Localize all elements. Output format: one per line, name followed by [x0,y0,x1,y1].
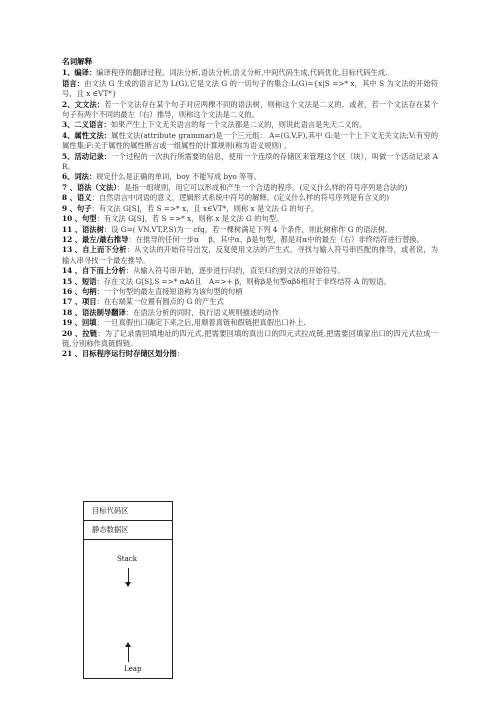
definition-term: 10 、句型 [62,214,97,224]
diagram-row-static [84,521,172,540]
definition-entry [62,120,438,130]
definition-entry [62,214,438,224]
definition-text: ：设 G=( VN,VT,P,S)为一 cfg，若一棵树满足下列 4 个条件，则此树称作 G 的语法树。 [103,224,393,234]
definition-text: ：为了记录需回填地址的四元式,把需要回填的真出口的四元式拉成链,把需要回填家出口的四元式拉成一链,分别称作真链假链。 [62,328,438,348]
definition-text: ：有文法 G[S]，若 S =>* x，且 x∈VT*，则称 x 是文法 G 的句子。 [91,203,319,213]
definition-entry [62,318,438,328]
definition-term: 12 、最左/最右推导 [62,234,129,244]
definition-text: 编译程序的翻译过程。词法分析,语法分析,语义分析,中间代码生成,代码优化,目标代码生成. [96,68,388,78]
definition-text: ：一个句型的最左直接短语称为该句型的句柄 [96,286,243,296]
definition-text: 由文法 G 生成的语言记为 L(G),它是文法 G 的一切句子的集合:L(G)={x|S =>* x，其中 S 为文法的开始符号，且 x ∈VT*} [62,78,438,99]
diagram-row-label: 静态数据区 [92,525,129,534]
heap-label: Leap [124,665,142,673]
definition-text: ： [176,349,185,359]
definition-term: 16 、句柄 [62,286,97,296]
diagram-row-label: 目标代码区 [92,506,129,515]
definition-text: ：是指一组规则，用它可以形成和产生一个合适的程序。(定义什么样的符号序列是合法的) [117,182,408,192]
definition-term: 15 、短语 [62,276,97,286]
stack-arrow-head [125,582,131,587]
definition-term: 1、编译： [62,68,97,78]
definition-text: ：在推导的任何一步α β，其中α、β是句型，都是对α中的最左（右）非终结符进行替换。 [128,234,424,244]
definition-term: 21 、目标程序运行时存储区划分图 [62,349,177,359]
definition-entry [62,204,438,214]
definition-entry [62,183,438,193]
definition-entry [62,245,438,266]
definition-term: 3、二义语言： [62,120,111,130]
definition-text: ：在右端某一位置有圆点的 G 的产生式 [96,297,224,307]
definition-text: ：自然语言中词语的意义，逻辑形式系统中符号的解释。(定义什么样的符号序列是有含义的) [91,193,390,203]
definition-entry [62,329,438,350]
definition-entry [62,287,438,297]
memory-layout-diagram [83,501,173,679]
page-content [62,57,438,360]
definition-entry [62,172,438,182]
definition-term: 4、属性文法： [62,130,112,140]
definition-text: ：有文法 G[S]，若 S =>* x，则称 x 是文法 G 的句型。 [96,214,284,224]
definition-term: 18 、语法制导翻译 [62,307,126,317]
definition-entry [62,79,438,100]
definition-text: 若一个文法存在某个句子对应两棵不同的语法树，则称这个文法是二义的。或者，若一个文法存在某个句子有两个不同的最左（右）推导，则称这个文法是二义的。 [62,99,439,120]
page-title: 名词解释 [62,57,93,66]
definition-entry [62,235,438,245]
definition-text: ：在语法分析的同时，执行语义规则描述的动作 [125,307,280,317]
definition-text: ：从文法的开始符号出发，反复使用文法的产生式，寻找与输入符号串匹配的推导，或者说，为输入串寻找一个最左推导。 [62,245,438,265]
definition-term: 20 、拉链 [62,328,98,338]
definition-text: 如果产生上下文无关语言的每一个文法都是二义的，则说此语言是先天二义的。 [110,120,367,130]
definition-term: 11 、语法树 [62,224,104,234]
definition-entry [62,349,438,359]
definition-term: 9 、句子 [62,203,92,213]
definition-term: 6、词法： [62,172,97,182]
definition-entry [62,68,438,78]
definition-term: 语言： [62,78,85,88]
definition-term: 17 、项目 [62,297,97,307]
definition-term: 2、文文法： [62,99,105,109]
definition-term: 8 、语义 [62,193,92,203]
stack-label: Stack [117,555,137,563]
definition-entry [62,193,438,203]
definition-entry [62,152,438,173]
definition-entry [62,100,438,121]
definition-text: ：一旦真假出口确定下来之后,用顺着真链和假链把真假出口补上. [96,318,306,328]
definition-term: 5、活动记录： [62,151,112,161]
definition-text: ：从输入符号串开始，逐步进行归约，直至归约到文法的开始符号。 [125,266,345,276]
definition-term: 14 、自下而上分析 [62,266,126,276]
definition-term: 13 、自上而下分析 [62,245,127,255]
definition-entry [62,297,438,307]
definition-entry [62,277,438,287]
definition-text: 一个过程的一次执行所需要的信息，使用一个连续的存储区来管理这个区（块），叫做一个活动记录 AR。 [62,151,439,172]
definition-entry [62,266,438,276]
definition-list [62,68,438,359]
heap-arrow [128,647,129,662]
definition-term: 7 、语法（文法） [62,182,118,192]
definition-entry [62,131,438,152]
definition-term: 19 、回填 [62,318,97,328]
definition-entry [62,308,438,318]
diagram-row-code [84,502,172,521]
definition-text: ：存在文法 G[S],S =>* αAδ且 A=>+ β，则称β是句型αβδ相对于非终结符 A 的短语。 [96,276,391,286]
definition-text: 规定什么是正确的单词，boy 不能写成 byo 等等。 [96,172,261,182]
definition-text: 属性文法(attribute grammar)是一个三元组： A=(G,V,F),其中 G:是一个上下文无关文法;V:有穷的属性集;F:关于属性的属性断言或一组属性的计算规则(称为语义规则) 。 [62,130,438,151]
definition-entry [62,225,438,235]
